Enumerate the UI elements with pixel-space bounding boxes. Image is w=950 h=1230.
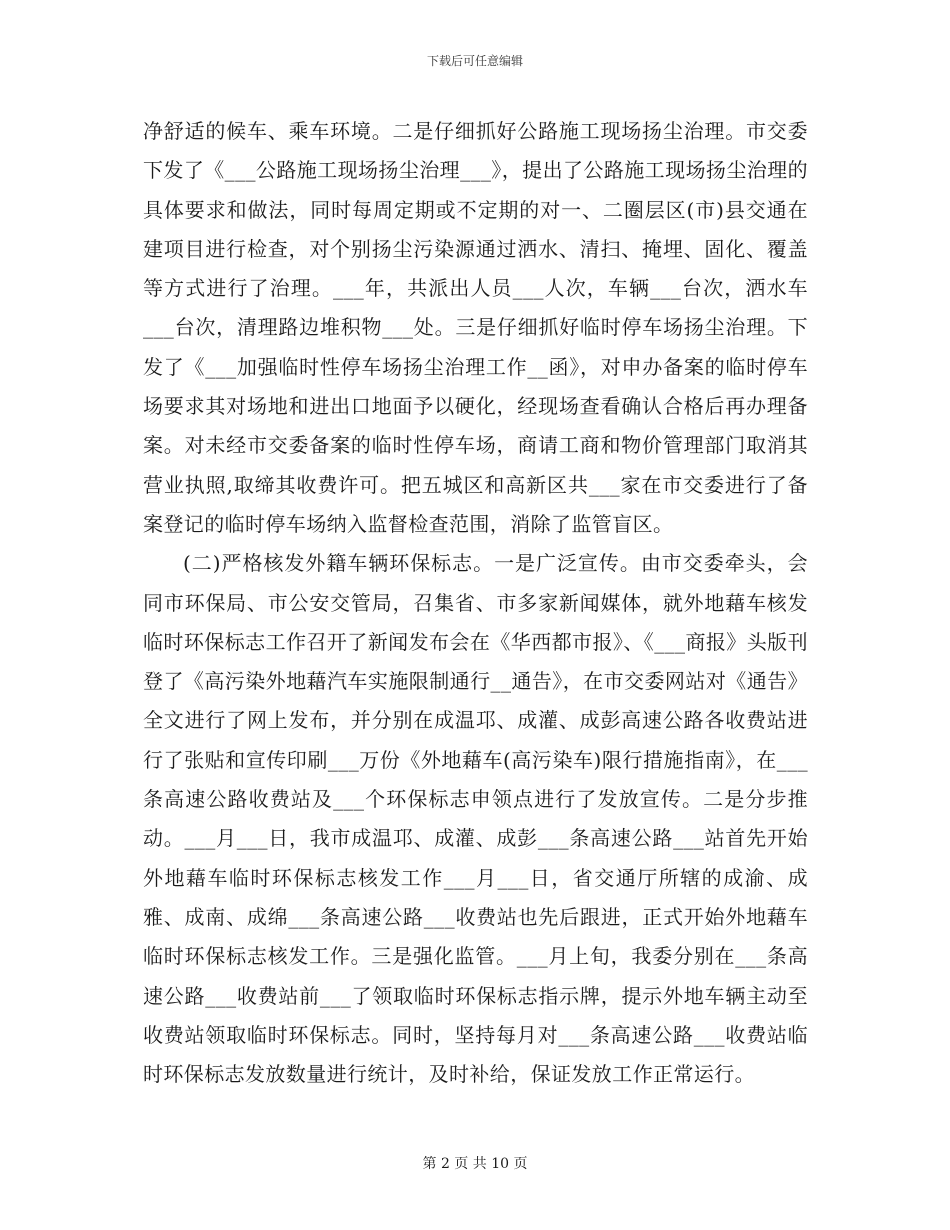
page-header: 下载后可任意编辑 bbox=[426, 54, 523, 68]
paragraph-continuation: 净舒适的候车、乘车环境。二是仔细抓好公路施工现场扬尘治理。市交委下发了《___公路施工现场扬尘治理___》，提出了公路施工现场扬尘治理的具体要求和做法，同时每周定期或不定期的对一、二圈层区(市)县交通在建项目进行检查，对个别扬尘污染源通过洒水、清扫、掩埋、固化、覆盖等方式进行了治理。___年，共派出人员___人次，车辆___台次，洒水车___台次，清理路边堆积物___处。三是仔细抓好临时停车场扬尘治理。下发了《___加强临时性停车场扬尘治理工作__函》，对申办备案的临时停车场要求其对场地和进出口地面予以硬化，经现场查看确认合格后再办理备案。对未经市交委备案的临时性停车场，商请工商和物价管理部门取消其营业执照,取缔其收费许可。把五城区和高新区共___家在市交委进行了备案登记的临时停车场纳入监督检查范围，消除了监管盲区。 bbox=[143, 119, 808, 536]
page-number: 第 2 页 共 10 页 bbox=[422, 1156, 528, 1172]
paragraph-section-two: (二)严格核发外籍车辆环保标志。一是广泛宣传。由市交委牵头，会同市环保局、市公安交管局，召集省、市多家新闻媒体，就外地藉车核发临时环保标志工作召开了新闻发布会在《华西都市报》、《___商报》头版刊登了《高污染外地藉汽车实施限制通行__通告》，在市交委网站对《通告》全文进行了网上发布，并分别在成温邛、成灌、成彭高速公路各收费站进行了张贴和宣传印刷___万份《外地藉车(高污染车)限行措施指南》，在___条高速公路收费站及___个环保标志申领点进行了发放宣传。二是分步推动。___月___日，我市成温邛、成灌、成彭___条高速公路___站首先开始外地藉车临时环保标志核发工作___月___日，省交通厅所辖的成渝、成雅、成南、成绵___条高速公路___收费站也先后跟进，正式开始外地藉车临时环保标志核发工作。三是强化监管。___月上旬，我委分别在___条高速公路___收费站前___了领取临时环保标志指示牌，提示外地车辆主动至收费站领取临时环保标志。同时，坚持每月对___条高速公路___收费站临时环保标志发放数量进行统计，及时补给，保证发放工作正常运行。 bbox=[143, 551, 808, 1087]
document-body bbox=[143, 112, 808, 1094]
